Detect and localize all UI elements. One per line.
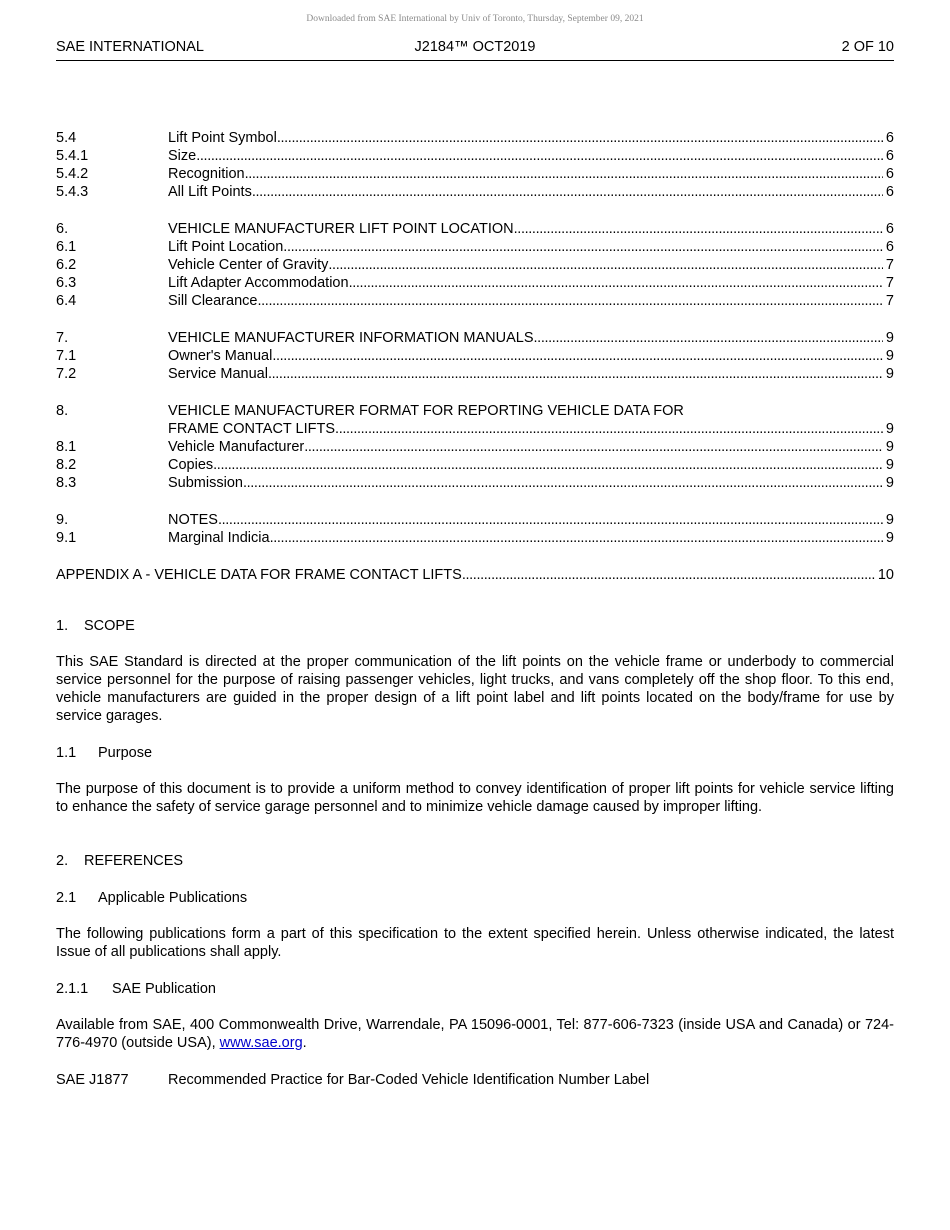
toc-row-6-1[interactable]	[56, 238, 894, 256]
toc-leader	[245, 165, 883, 183]
section-title: SCOPE	[84, 618, 135, 634]
toc-leader	[534, 329, 883, 347]
toc-title: Copies	[168, 457, 214, 473]
toc-number: 8.1	[56, 439, 77, 455]
toc-leader	[462, 566, 875, 584]
toc-page: 9	[885, 512, 894, 528]
toc-row-7[interactable]	[56, 329, 894, 347]
toc-row-8-1[interactable]	[56, 438, 894, 456]
toc-page: 9	[885, 421, 894, 437]
toc-page: 7	[885, 257, 894, 273]
section-title: REFERENCES	[84, 853, 184, 869]
toc-title: Lift Point Location	[168, 239, 284, 255]
toc-page: 10	[877, 567, 894, 583]
toc-row-5-4-3[interactable]	[56, 183, 894, 201]
toc-title: Vehicle Manufacturer	[168, 439, 305, 455]
toc-title: Size	[168, 148, 197, 164]
toc-title: VEHICLE MANUFACTURER LIFT POINT LOCATION	[168, 221, 514, 237]
toc-title: Sill Clearance	[168, 293, 258, 309]
applicable-publications-paragraph: The following publications form a part of this specification to the extent specified herein. Unless otherwise indicated, the latest Issue of all publications shall apply.	[56, 926, 894, 960]
toc-row-7-2[interactable]	[56, 365, 894, 383]
toc-title: Vehicle Center of Gravity	[168, 257, 329, 273]
toc-number: 5.4.3	[56, 184, 89, 200]
toc-leader	[257, 292, 882, 310]
toc-leader	[349, 274, 883, 292]
scope-paragraph: This SAE Standard is directed at the proper communication of the lift points on the vehicle frame or underbody to commercial service personnel for the purpose of raising passenger vehicles, light trucks, and vans completely off the shop floor. To this end, vehicle manufacturers are guided in the proper design of a lift point label and lift points located on the body/frame for use by service garages.	[56, 654, 894, 724]
reference-entry	[56, 1071, 894, 1089]
toc-leader	[243, 474, 883, 492]
toc-leader	[270, 529, 883, 547]
toc-number: 6.	[56, 221, 69, 237]
toc-leader	[277, 129, 883, 147]
toc-page: 9	[885, 475, 894, 491]
toc-row-5-4-2[interactable]	[56, 165, 894, 183]
section-number: 1.1	[56, 745, 77, 761]
toc-title: NOTES	[168, 512, 218, 528]
reference-code: SAE J1877	[56, 1072, 129, 1088]
section-number: 2.	[56, 853, 69, 869]
toc-title: VEHICLE MANUFACTURER INFORMATION MANUALS	[168, 330, 534, 346]
toc-row-6-3[interactable]	[56, 274, 894, 292]
section-heading-applicable-publications	[56, 889, 894, 907]
toc-leader	[335, 420, 883, 438]
toc-page: 9	[885, 366, 894, 382]
section-heading-scope	[56, 617, 894, 635]
section-number: 1.	[56, 618, 69, 634]
toc-page: 9	[885, 439, 894, 455]
toc-number: 7.2	[56, 366, 77, 382]
toc-title: Service Manual	[168, 366, 268, 382]
toc-page: 9	[885, 348, 894, 364]
header-document-id: J2184™ OCT2019	[414, 39, 536, 55]
toc-number: 6.1	[56, 239, 77, 255]
toc-page: 9	[885, 530, 894, 546]
header-organization: SAE INTERNATIONAL	[56, 39, 204, 55]
toc-leader	[218, 511, 883, 529]
toc-row-5-4-1[interactable]	[56, 147, 894, 165]
toc-row-8-line1[interactable]	[56, 402, 894, 420]
toc-page: 6	[885, 130, 894, 146]
sentence-end: .	[302, 1035, 307, 1051]
toc-number: 7.1	[56, 348, 77, 364]
table-of-contents	[56, 129, 894, 584]
section-heading-sae-publication	[56, 980, 894, 998]
toc-row-9-1[interactable]	[56, 529, 894, 547]
toc-number: 5.4.2	[56, 166, 89, 182]
section-heading-purpose	[56, 744, 894, 762]
reference-title: Recommended Practice for Bar-Coded Vehicle Identification Number Label	[168, 1072, 650, 1088]
toc-title: Lift Point Symbol	[168, 130, 277, 146]
toc-page: 9	[885, 457, 894, 473]
toc-page: 6	[885, 166, 894, 182]
page-header	[56, 38, 894, 61]
toc-title: All Lift Points	[168, 184, 252, 200]
toc-leader	[272, 347, 883, 365]
toc-number: 9.	[56, 512, 69, 528]
toc-page: 7	[885, 275, 894, 291]
download-watermark: Downloaded from SAE International by Univ of Toronto, Thursday, September 09, 2021	[306, 14, 644, 24]
toc-leader	[328, 256, 883, 274]
section-title: Purpose	[98, 745, 153, 761]
toc-leader	[283, 238, 883, 256]
toc-number: 6.3	[56, 275, 77, 291]
toc-leader	[196, 147, 883, 165]
toc-leader	[514, 220, 883, 238]
toc-row-5-4[interactable]	[56, 129, 894, 147]
toc-row-6[interactable]	[56, 220, 894, 238]
toc-row-9[interactable]	[56, 511, 894, 529]
toc-number: 6.2	[56, 257, 77, 273]
purpose-paragraph: The purpose of this document is to provide a uniform method to convey identification of proper lift points for vehicle service lifting to enhance the safety of service garage personnel and to minimize vehicle damage caused by improper lifting.	[56, 781, 894, 815]
toc-page: 6	[885, 221, 894, 237]
section-number: 2.1.1	[56, 981, 89, 997]
toc-number: 5.4	[56, 130, 77, 146]
toc-row-8-3[interactable]	[56, 474, 894, 492]
toc-title: Marginal Indicia	[168, 530, 270, 546]
toc-page: 9	[885, 330, 894, 346]
toc-title: Lift Adapter Accommodation	[168, 275, 349, 291]
toc-number: 9.1	[56, 530, 77, 546]
section-number: 2.1	[56, 890, 77, 906]
toc-page: 6	[885, 184, 894, 200]
toc-title: FRAME CONTACT LIFTS	[168, 421, 336, 437]
toc-row-7-1[interactable]	[56, 347, 894, 365]
toc-number: 8.2	[56, 457, 77, 473]
sae-publication-text: Available from SAE, 400 Commonwealth Drive, Warrendale, PA 15096-0001, Tel: 877-606-7323 (inside USA and Canada) or 724-776-4970 (outside USA),	[56, 1017, 894, 1051]
toc-page: 6	[885, 239, 894, 255]
toc-number: 5.4.1	[56, 148, 89, 164]
section-title: SAE Publication	[112, 981, 216, 997]
toc-title: APPENDIX A - VEHICLE DATA FOR FRAME CONTACT LIFTS	[56, 567, 462, 583]
sae-website-link[interactable]: www.sae.org	[219, 1035, 303, 1051]
toc-row-6-4[interactable]	[56, 292, 894, 310]
toc-row-8-2[interactable]	[56, 456, 894, 474]
toc-page: 6	[885, 148, 894, 164]
toc-number: 6.4	[56, 293, 77, 309]
toc-leader	[268, 365, 883, 383]
sae-publication-paragraph	[56, 1016, 894, 1052]
toc-leader	[252, 183, 883, 201]
toc-number: 7.	[56, 330, 69, 346]
toc-row-8[interactable]	[56, 420, 894, 438]
toc-row-appendix-a[interactable]	[56, 566, 894, 584]
header-page-number: 2 OF 10	[841, 39, 894, 55]
toc-title: Submission	[168, 475, 243, 491]
toc-title: Recognition	[168, 166, 245, 182]
toc-leader	[304, 438, 883, 456]
toc-number: 8.3	[56, 475, 77, 491]
toc-title: Owner's Manual	[168, 348, 273, 364]
toc-row-6-2[interactable]	[56, 256, 894, 274]
toc-leader	[213, 456, 883, 474]
toc-title-line1: VEHICLE MANUFACTURER FORMAT FOR REPORTING VEHICLE DATA FOR	[168, 403, 684, 419]
section-heading-references	[56, 852, 894, 870]
section-title: Applicable Publications	[98, 890, 248, 906]
toc-number: 8.	[56, 403, 69, 419]
toc-page: 7	[885, 293, 894, 309]
